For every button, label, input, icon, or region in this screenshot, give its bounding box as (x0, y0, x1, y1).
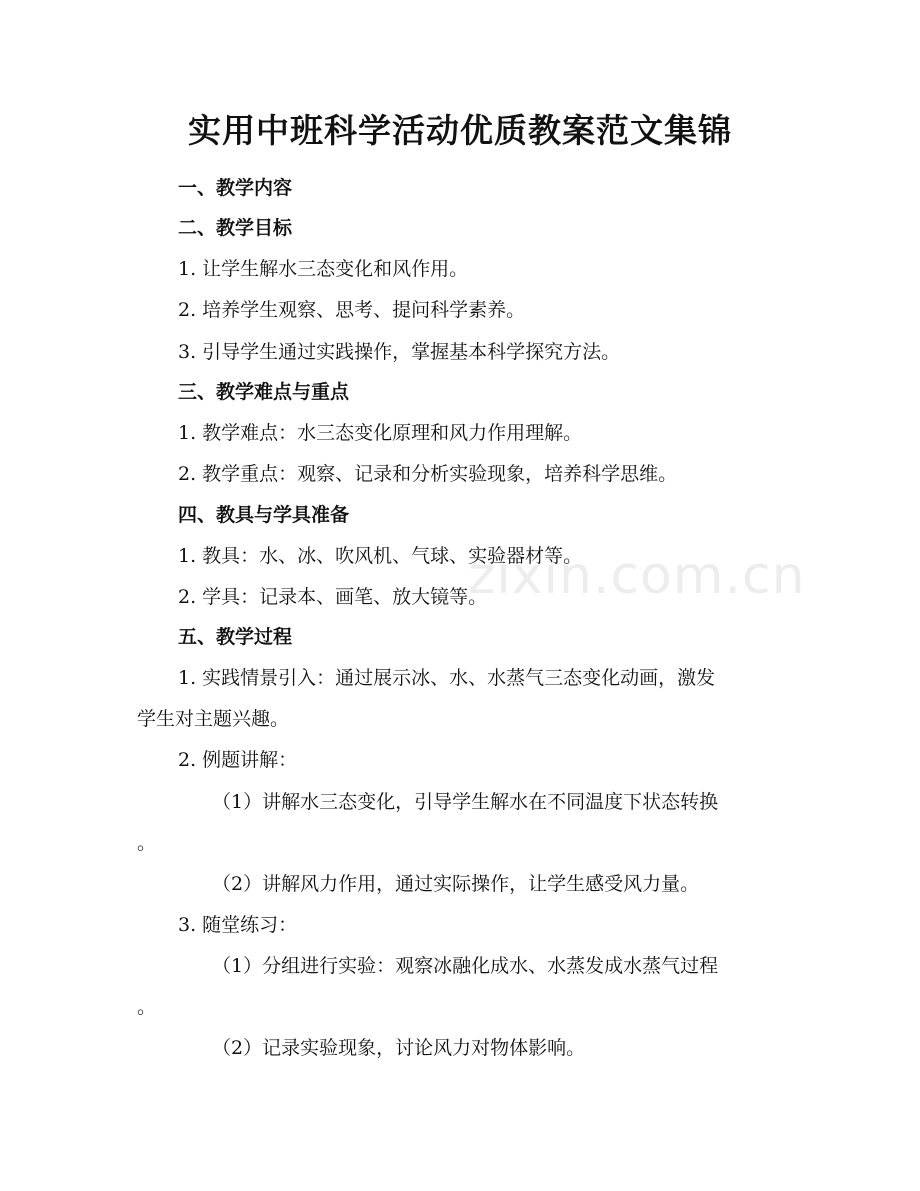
paragraph-line: 。 (137, 996, 157, 1018)
paragraph-line: 1. 实践情景引入：通过展示冰、水、水蒸气三态变化动画，激发 (178, 667, 716, 689)
paragraph-line: 。 (137, 832, 157, 854)
paragraph-line: （2）讲解风力作用，通过实际操作，让学生感受风力量。 (212, 873, 700, 895)
paragraph-line: 1. 让学生解水三态变化和风作用。 (178, 258, 469, 280)
section-heading-difficulties: 三、教学难点与重点 (178, 381, 350, 403)
paragraph-line: 3. 引导学生通过实践操作，掌握基本科学探究方法。 (178, 341, 621, 363)
paragraph-line: 2. 例题讲解： (178, 749, 298, 771)
paragraph-line: 2. 培养学生观察、思考、提问科学素养。 (178, 299, 526, 321)
paragraph-line: （1）讲解水三态变化，引导学生解水在不同温度下状态转换 (212, 791, 719, 813)
section-heading-process: 五、教学过程 (178, 626, 293, 648)
paragraph-line: 3. 随堂练习： (178, 914, 298, 936)
paragraph-line: （2）记录实验现象，讨论风力对物体影响。 (212, 1037, 586, 1059)
paragraph-line: 2. 教学重点：观察、记录和分析实验现象，培养科学思维。 (178, 463, 678, 485)
watermark: zixin.com.cn (468, 546, 806, 606)
section-heading-objectives: 二、教学目标 (178, 217, 293, 239)
section-heading-materials: 四、教具与学具准备 (178, 504, 350, 526)
paragraph-line: 1. 教学难点：水三态变化原理和风力作用理解。 (178, 422, 583, 444)
paragraph-line: 1. 教具：水、冰、吹风机、气球、实验器材等。 (178, 545, 583, 567)
paragraph-line: 2. 学具：记录本、画笔、放大镜等。 (178, 586, 488, 608)
paragraph-line: 学生对主题兴趣。 (137, 708, 290, 730)
section-heading-content: 一、教学内容 (178, 177, 293, 199)
paragraph-line: （1）分组进行实验：观察冰融化成水、水蒸发成水蒸气过程 (212, 955, 719, 977)
document-title: 实用中班科学活动优质教案范文集锦 (188, 111, 732, 150)
